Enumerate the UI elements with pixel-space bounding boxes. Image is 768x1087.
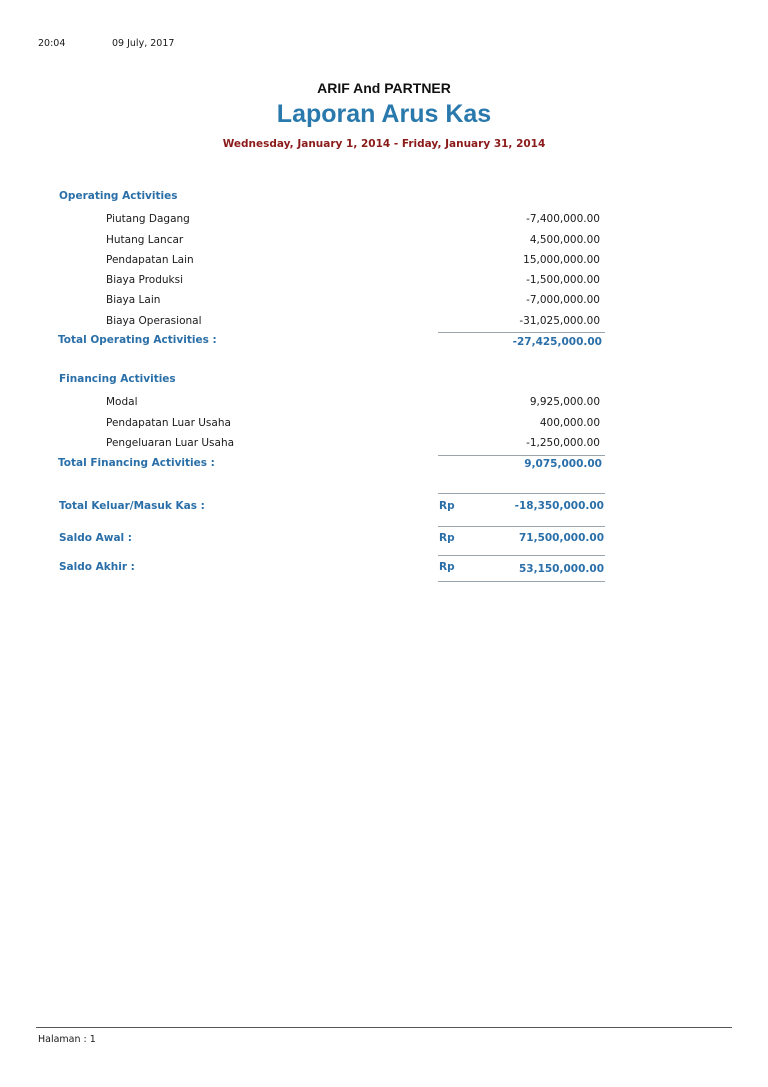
closing-balance-label: Saldo Akhir : [59, 561, 135, 573]
closing-balance-currency: Rp [439, 561, 455, 573]
financing-item-label: Pengeluaran Luar Usaha [106, 437, 235, 449]
opening-balance-label: Saldo Awal : [59, 532, 132, 544]
operating-item-label: Biaya Operasional [106, 315, 202, 327]
financing-item-value: -1,250,000.00 [526, 437, 600, 449]
operating-item-value: -1,500,000.00 [526, 274, 600, 286]
operating-item-value: 4,500,000.00 [529, 234, 600, 246]
operating-item-label: Biaya Produksi [106, 274, 183, 286]
operating-total-divider [438, 332, 605, 333]
financing-total-label: Total Financing Activities : [58, 457, 215, 469]
summary-bottom-divider [438, 581, 605, 582]
operating-item-value: -7,000,000.00 [526, 294, 600, 306]
financing-item-label: Pendapatan Luar Usaha [106, 417, 231, 429]
opening-balance-value: 71,500,000.00 [518, 532, 604, 544]
operating-item-label: Pendapatan Lain [106, 254, 194, 266]
print-time: 20:04 [38, 38, 66, 49]
operating-item-value: -7,400,000.00 [526, 213, 600, 225]
summary-divider [438, 555, 605, 556]
total-cash-flow-value: -18,350,000.00 [514, 500, 604, 512]
total-cash-flow-label: Total Keluar/Masuk Kas : [59, 500, 205, 512]
company-name: ARIF And PARTNER [317, 80, 451, 96]
report-title: Laporan Arus Kas [276, 100, 492, 128]
operating-item-label: Hutang Lancar [106, 234, 184, 246]
operating-item-label: Biaya Lain [106, 294, 161, 306]
operating-total-value: -27,425,000.00 [512, 336, 602, 348]
operating-item-value: -31,025,000.00 [519, 315, 600, 327]
financing-section-title: Financing Activities [59, 373, 176, 385]
operating-item-value: 15,000,000.00 [523, 254, 600, 266]
summary-divider [438, 526, 605, 527]
total-cash-flow-currency: Rp [439, 500, 455, 512]
print-date: 09 July, 2017 [112, 38, 175, 49]
summary-divider [438, 493, 605, 494]
operating-item-label: Piutang Dagang [106, 213, 190, 225]
opening-balance-currency: Rp [439, 532, 455, 544]
financing-item-value: 400,000.00 [539, 417, 600, 429]
footer-divider [36, 1027, 732, 1028]
report-period: Wednesday, January 1, 2014 - Friday, January 31, 2014 [222, 138, 546, 150]
operating-section-title: Operating Activities [59, 190, 178, 202]
financing-total-value: 9,075,000.00 [524, 458, 602, 470]
page-number: Halaman : 1 [38, 1034, 96, 1045]
financing-item-label: Modal [106, 396, 138, 408]
closing-balance-value: 53,150,000.00 [518, 563, 604, 575]
financing-item-value: 9,925,000.00 [529, 396, 600, 408]
operating-total-label: Total Operating Activities : [58, 334, 217, 346]
financing-total-divider [438, 455, 605, 456]
